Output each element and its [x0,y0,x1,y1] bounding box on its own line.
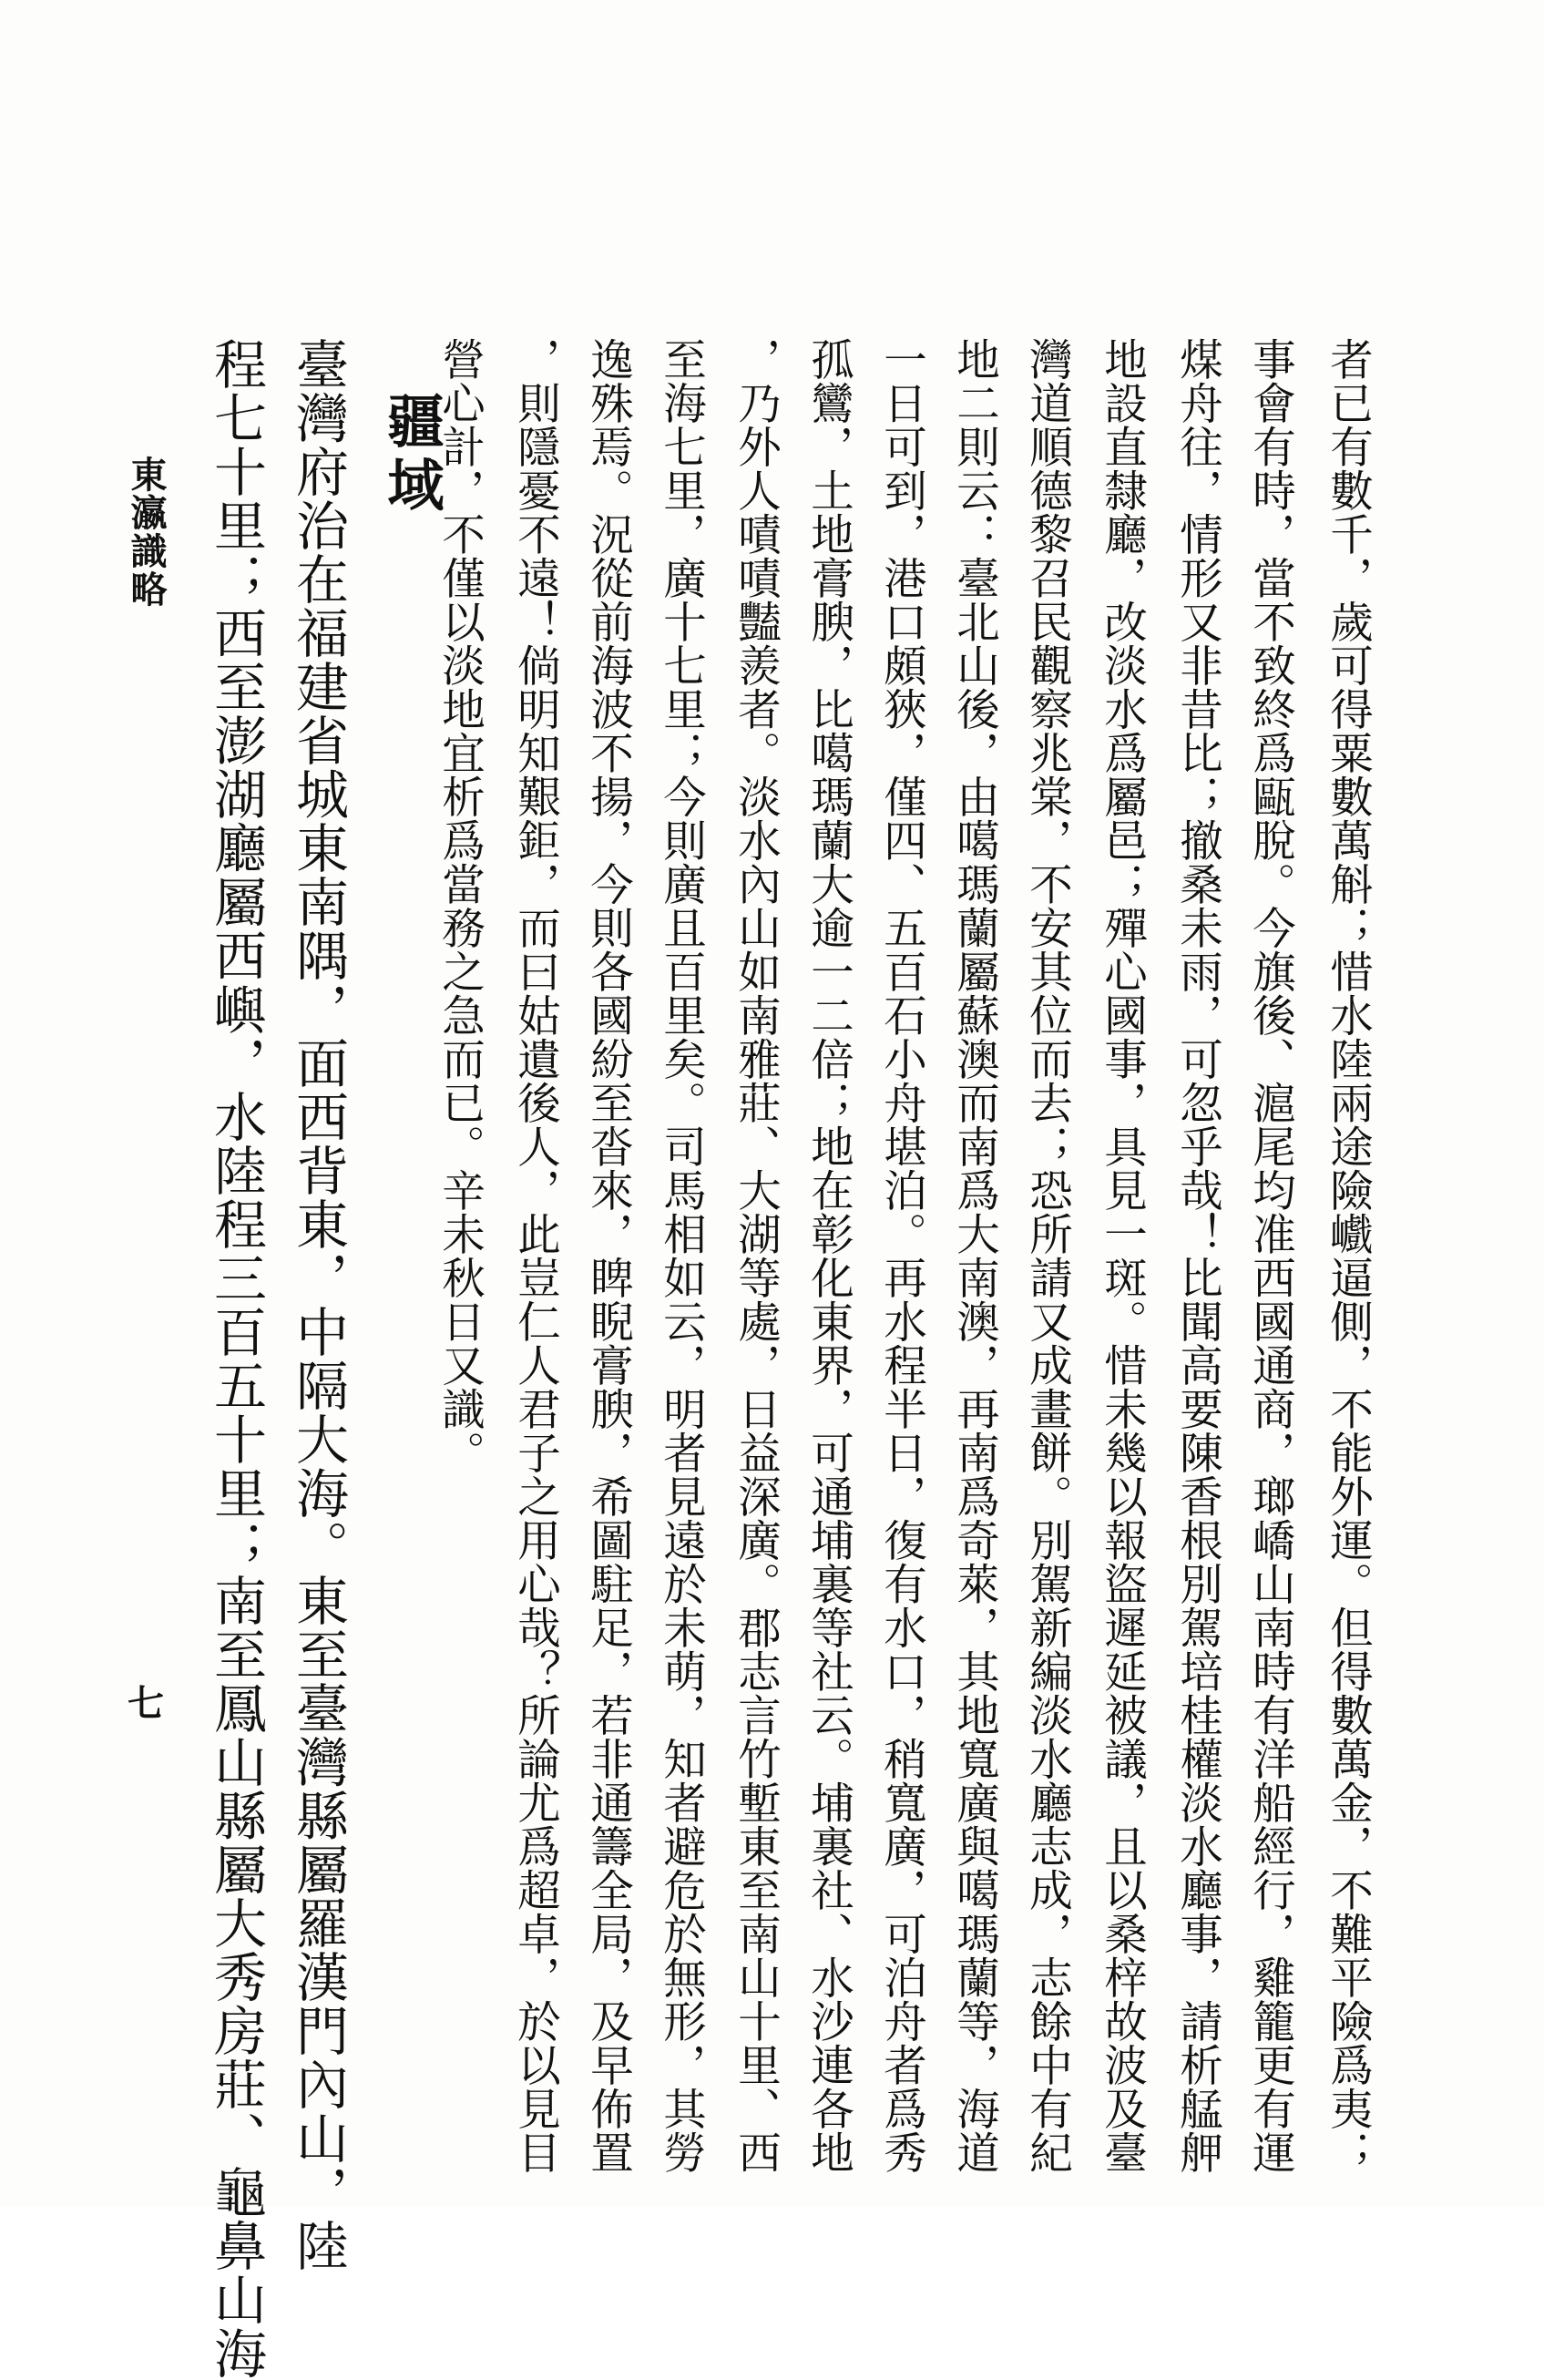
text-column: 煤舟往，情形又非昔比；撤桑未雨，可忽乎哉！比聞高要陳香根別駕培桂權淡水廳事，請析艋舺 [1171,337,1222,2174]
text-column: 一日可到，港口頗狹，僅四、五百石小舟堪泊。再水程半日，復有水口，稍寬廣，可泊舟者爲秀 [875,337,926,2174]
text-column: 灣道順德黎召民觀察兆棠，不安其位而去；恐所請又成畫餅。別駕新編淡水廳志成，志餘中有紀 [1021,337,1072,2174]
text-column: 地設直隸廳，改淡水爲屬邑；殫心國事，具見一斑。惜未幾以報盜遲延被議，且以桑梓故波及臺 [1096,337,1147,2174]
text-column: 地二則云：臺北山後，由噶瑪蘭屬蘇澳而南爲大南澳，再南爲奇萊，其地寬廣與噶瑪蘭等，海道 [948,337,999,2174]
text-column: 者已有數千，歲可得粟數萬斛；惜水陸兩途險巇逼側，不能外運。但得數萬金，不難平險爲夷； [1322,337,1373,2174]
text-column: 至海七里，廣十七里；今則廣且百里矣。司馬相如云，明者見遠於未萌，知者避危於無形，其勞 [655,337,706,2174]
text-column: 孤鸞，土地膏腴，比噶瑪蘭大逾一二倍；地在彰化東界，可通埔裏等社云。埔裏社、水沙連各地 [803,337,854,2174]
text-column: 臺灣府治在福建省城東南隅，面西背東，中隔大海。東至臺灣縣屬羅漢門內山，陸 [287,337,349,2272]
text-column: ，乃外人嘖嘖豔羨者。淡水內山如南雅莊、大湖等處，日益深廣。郡志言竹塹東至南山十里、西 [730,337,781,2174]
section-title: 疆域 [378,392,445,519]
text-column: ，則隱憂不遠！倘明知艱鉅，而曰姑遺後人，此豈仁人君子之用心哉？所論尤爲超卓，於以見目 [509,337,560,2174]
text-column: 逸殊焉。況從前海波不揚，今則各國紛至沓來，睥睨膏腴，希圖駐足，若非通籌全局，及早佈置 [582,337,633,2174]
page-number: 七 [128,1682,164,1725]
text-column: 營心計，不僅以淡地宜析爲當務之急而已。辛未秋日又識。 [434,337,485,1474]
text-column: 程七十里；西至澎湖廳屬西嶼，水陸程三百五十里；南至鳳山縣屬大秀房莊、龜鼻山海 [205,337,267,2380]
running-head: 東瀛識略 [125,456,168,609]
text-column: 事會有時，當不致終爲甌脫。今旗後、滬尾均准西國通商，瑯嶠山南時有洋船經行，雞籠更有運 [1244,337,1295,2174]
